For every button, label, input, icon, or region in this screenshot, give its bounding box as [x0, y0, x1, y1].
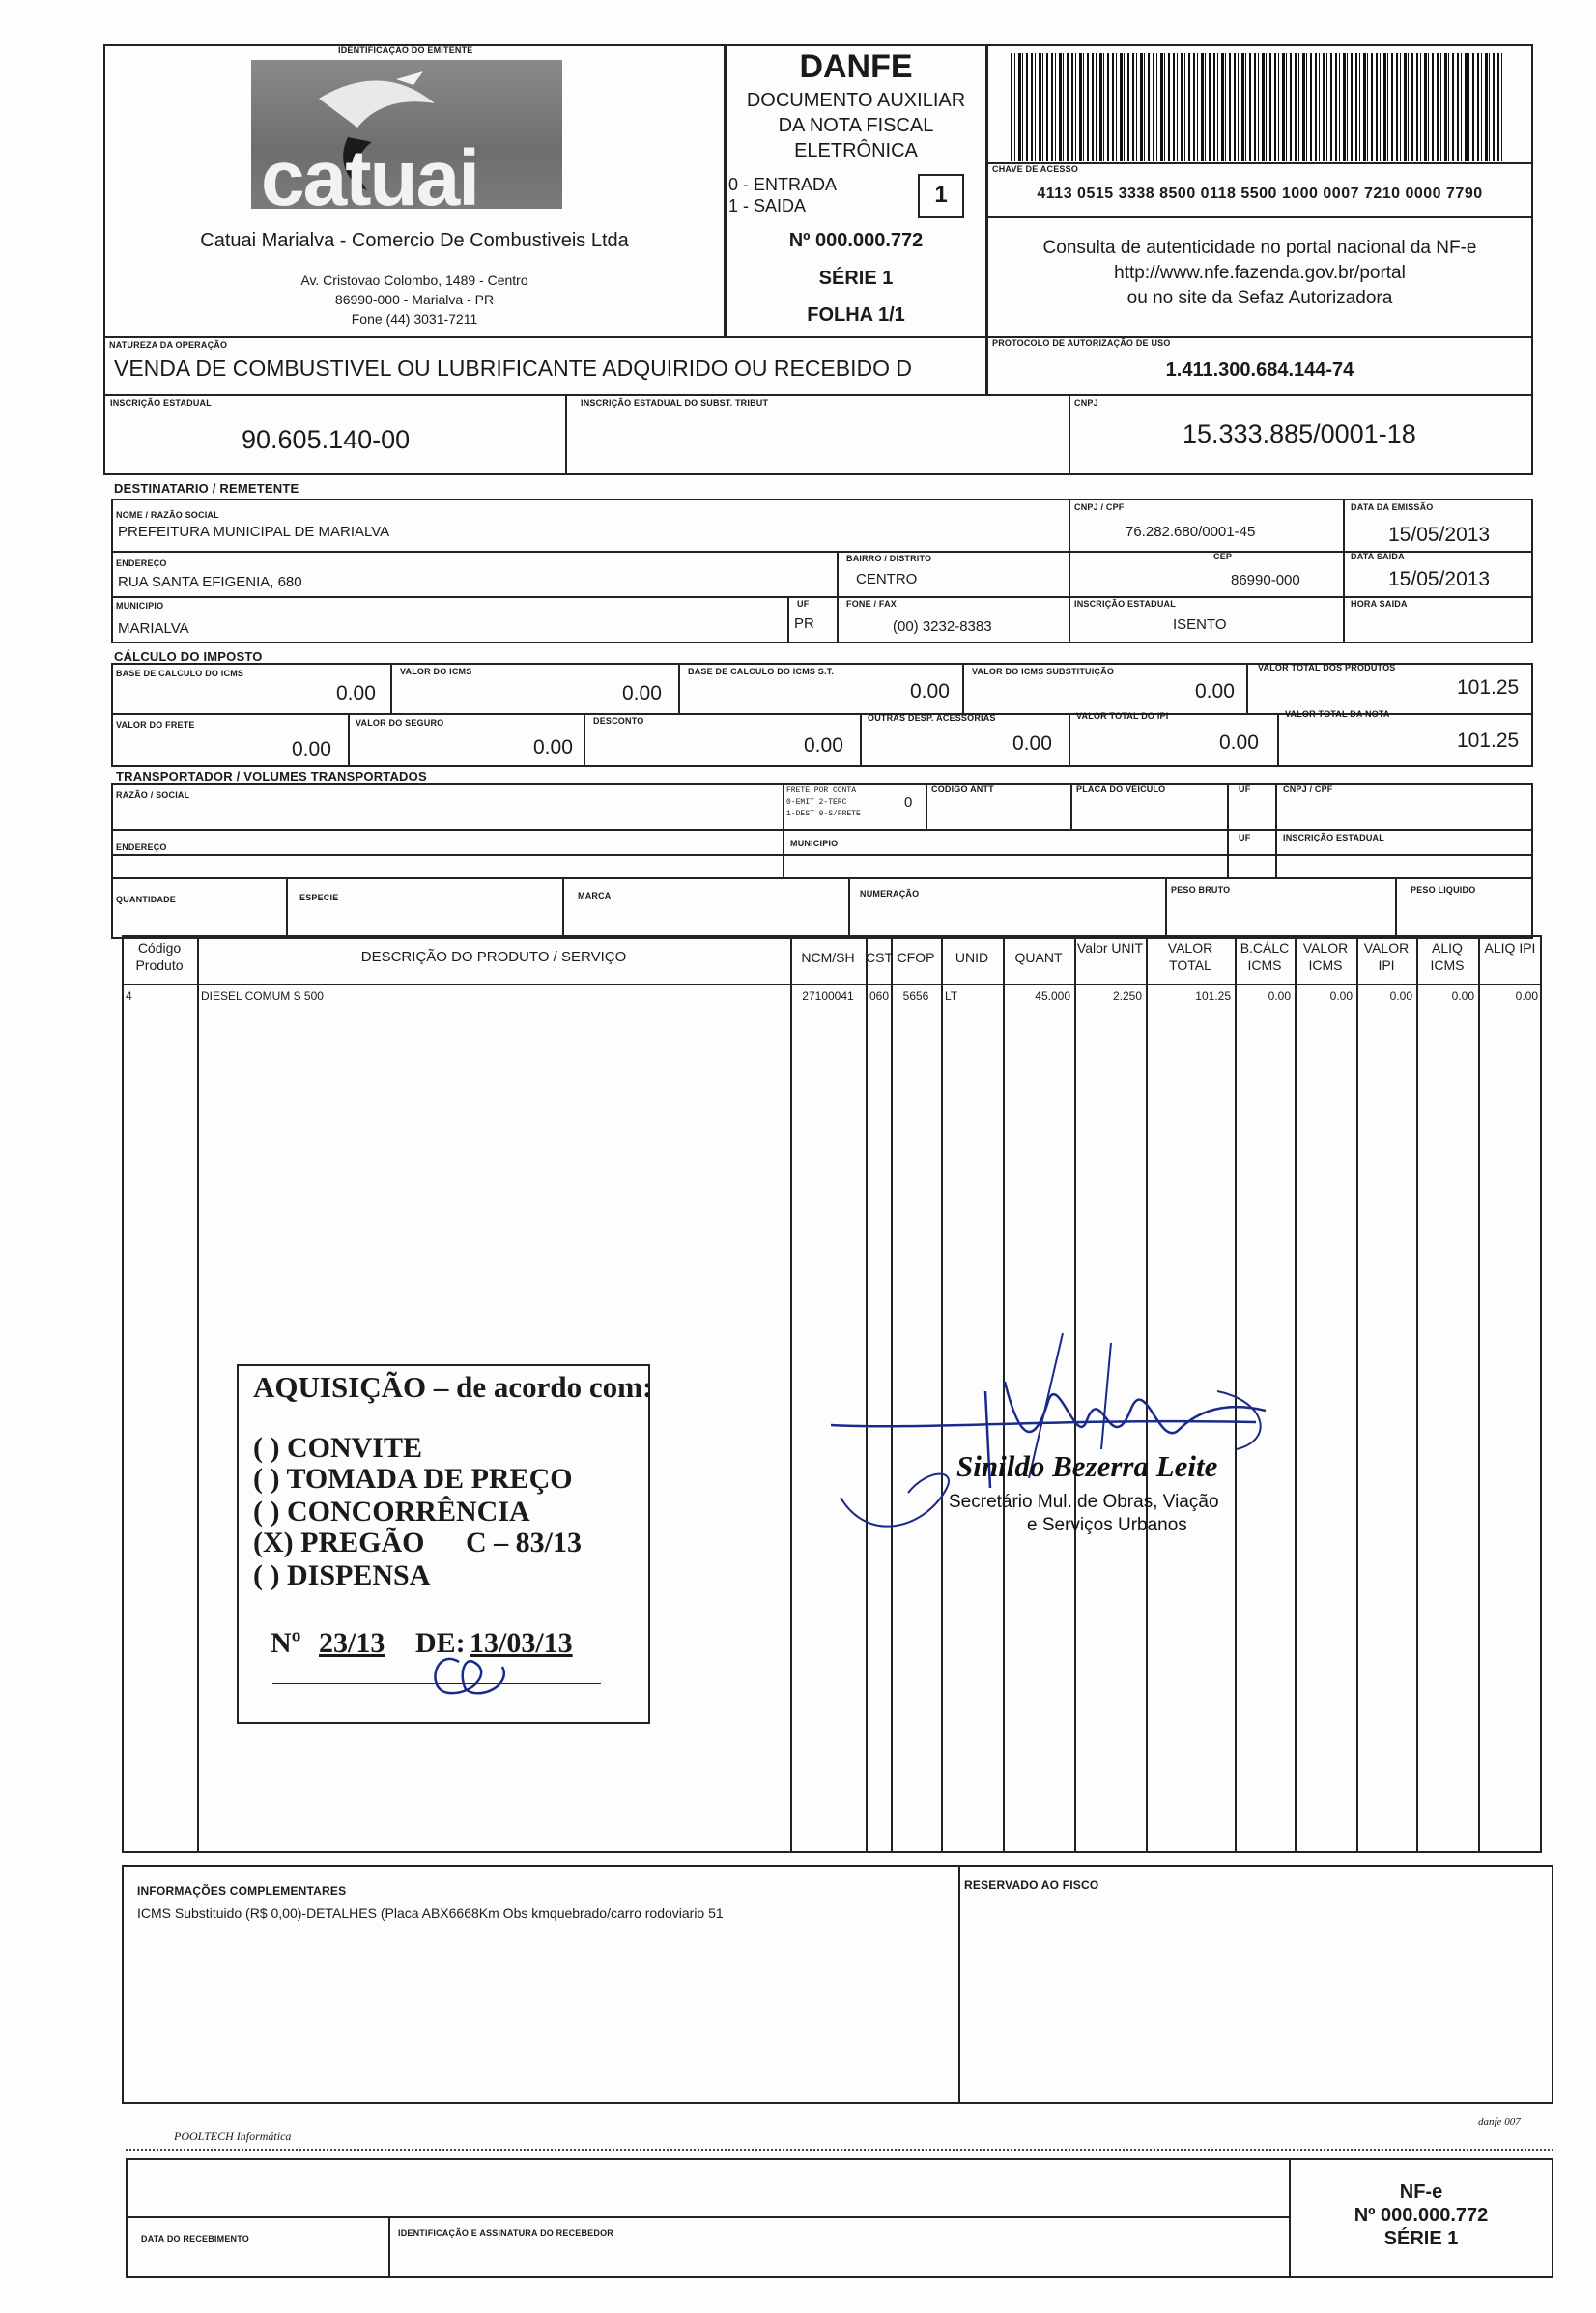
frete-label: VALOR DO FRETE [116, 720, 195, 729]
emitente-name: Catuai Marialva - Comercio De Combustiveis Ltda [200, 230, 629, 251]
transp-row-line-2 [111, 854, 1533, 856]
data-recebimento-label: DATA DO RECEBIMENTO [141, 2234, 249, 2243]
produtos-header-cell: CFOP [897, 950, 935, 965]
danfe-saida: 1 - SAIDA [728, 196, 807, 215]
produtos-column-divider [1416, 935, 1418, 1853]
dest-row-line-1 [111, 551, 1533, 553]
seguro-label: VALOR DO SEGURO [356, 718, 444, 728]
company-logo [251, 60, 562, 209]
logo-text: catuai [261, 134, 478, 209]
ie-label: INSCRIÇÃO ESTADUAL [110, 398, 212, 408]
danfe-entrada: 0 - ENTRADA [728, 175, 838, 194]
outras: 0.00 [1012, 732, 1052, 755]
transp-endereco-label: ENDEREÇO [116, 842, 167, 852]
vol-v2 [562, 877, 564, 939]
emitente-address-1: Av. Cristovao Colombo, 1489 - Centro [300, 272, 528, 288]
dest-bairro: CENTRO [856, 571, 918, 587]
danfe-serie: SÉRIE 1 [818, 268, 894, 289]
barcode [1011, 53, 1503, 161]
vol-v1 [286, 877, 288, 939]
produtos-header-line [122, 984, 1542, 985]
produtos-header-cell: Valor UNIT [1076, 940, 1144, 956]
danfe-subtitle-3: ELETRÔNICA [794, 140, 918, 161]
transp-municipio-label: MUNICIPIO [790, 839, 839, 848]
transp-razao-label: RAZÃO / SOCIAL [116, 790, 190, 800]
valor-st: 0.00 [1195, 680, 1235, 702]
total-nota: 101.25 [1457, 729, 1520, 752]
produtos-header-cell: VALOR IPI [1363, 940, 1410, 973]
volumes-box [111, 877, 1533, 939]
dest-ie: ISENTO [1173, 616, 1227, 633]
dest-uf: PR [794, 615, 814, 632]
dest-bairro-label: BAIRRO / DISTRITO [846, 554, 932, 563]
software-credit: POOLTECH Informática [174, 2129, 292, 2143]
produtos-header-cell: NCM/SH [801, 950, 855, 965]
danfe-subtitle-2: DA NOTA FISCAL [778, 115, 934, 136]
transp-ie-label: INSCRIÇÃO ESTADUAL [1283, 833, 1384, 842]
stamp-dispensa: ( ) DISPENSA [253, 1559, 431, 1591]
dest-cnpj: 76.282.680/0001-45 [1126, 524, 1256, 540]
produtos-header-cell: VALOR TOTAL [1167, 940, 1213, 973]
imp-v4 [1246, 663, 1248, 713]
dest-fone: (00) 3232-8383 [893, 618, 992, 635]
danfe-title: DANFE [799, 48, 913, 85]
produtos-header-cell: ALIQ IPI [1484, 940, 1536, 956]
danfe-numero: Nº 000.000.772 [788, 230, 924, 251]
stamp-data-label: DE: [415, 1627, 466, 1659]
produtos-row-cell: 060 [869, 989, 890, 1003]
outras-label: OUTRAS DESP. ACESSORIAS [868, 713, 996, 723]
ipi: 0.00 [1219, 731, 1259, 754]
dest-row-line-2 [111, 596, 1533, 598]
emitente-label: IDENTIFICAÇÃO DO EMITENTE [338, 45, 473, 55]
imp-v3 [962, 663, 964, 713]
protocolo-value: 1.411.300.684.144-74 [1165, 359, 1354, 381]
ie-divider-1 [565, 394, 567, 475]
peso-liquido-label: PESO LIQUIDO [1411, 885, 1476, 895]
produtos-header-cell: Código Produto [135, 940, 184, 973]
transp-uf-label: UF [1239, 785, 1251, 794]
produtos-header-cell: VALOR ICMS [1302, 940, 1349, 973]
dest-saida-label: DATA SAIDA [1351, 552, 1405, 561]
produtos-column-divider [790, 935, 792, 1853]
dest-uf-label: UF [797, 599, 810, 609]
recebimento-row-line [126, 2216, 1291, 2218]
produtos-row-cell: 5656 [902, 989, 929, 1003]
destinatario-section: DESTINATARIO / REMETENTE [114, 481, 299, 496]
imp-v7 [860, 713, 862, 767]
dest-ie-label: INSCRIÇÃO ESTADUAL [1074, 599, 1176, 609]
emitente-phone: Fone (44) 3031-7211 [351, 311, 478, 327]
natureza-label: NATUREZA DA OPERAÇÃO [109, 340, 228, 350]
transp-v5 [1275, 783, 1277, 879]
stamp-data: 13/03/13 [470, 1627, 573, 1659]
destinatario-box [111, 499, 1533, 643]
produtos-row-cell: DIESEL COMUM S 500 [201, 989, 324, 1003]
transp-cnpj-label: CNPJ / CPF [1283, 785, 1333, 794]
stamp-title: AQUISIÇÃO – de acordo com: [253, 1370, 653, 1404]
produtos-row-cell: 0.00 [1389, 989, 1412, 1003]
consulta-line-3: ou no site da Sefaz Autorizadora [1126, 288, 1393, 308]
vol-v5 [1395, 877, 1397, 939]
signature-role-2: e Serviços Urbanos [1027, 1515, 1187, 1535]
base-icms: 0.00 [336, 682, 376, 704]
ipi-label: VALOR TOTAL DO IPI [1076, 711, 1169, 721]
dest-vline-uf [787, 596, 789, 643]
stamp-convite: ( ) CONVITE [253, 1432, 423, 1464]
dest-vline-cnpj [1069, 499, 1070, 643]
produtos-header-cell: DESCRIÇÃO DO PRODUTO / SERVIÇO [360, 949, 627, 965]
complementares-text: ICMS Substituido (R$ 0,00)-DETALHES (Placa ABX6668Km Obs kmquebrado/carro rodoviario 51 [137, 1905, 724, 1921]
imp-v9 [1277, 713, 1279, 767]
numeracao-label: NUMERAÇÃO [860, 889, 920, 899]
chave-acesso: 4113 0515 3338 8500 0118 5500 1000 0007 7210 0000 7790 [1037, 186, 1483, 202]
especie-label: ESPECIE [299, 893, 339, 902]
produtos-row-cell: 0.00 [1268, 989, 1291, 1003]
stamp-pregao-code: C – 83/13 [466, 1527, 582, 1558]
stamp-tomada: ( ) TOMADA DE PREÇO [253, 1463, 573, 1495]
ie-st-label: INSCRIÇÃO ESTADUAL DO SUBST. TRIBUT [581, 398, 769, 408]
produtos-row-cell: 2.250 [1112, 989, 1142, 1003]
produtos-row-cell: 27100041 [802, 989, 854, 1003]
signature-role-1: Secretário Mul. de Obras, Viação [949, 1492, 1219, 1512]
dest-endereco: RUA SANTA EFIGENIA, 680 [118, 574, 302, 590]
stamp-initials-icon [406, 1633, 522, 1710]
dest-nome: PREFEITURA MUNICIPAL DE MARIALVA [118, 524, 390, 540]
dest-nome-label: NOME / RAZÃO SOCIAL [116, 510, 219, 520]
frete-conta-3: 1-DEST 9-S/FRETE [786, 810, 861, 818]
quantidade-label: QUANTIDADE [116, 895, 176, 904]
recebimento-divider [388, 2216, 390, 2278]
consulta-line-2: http://www.nfe.fazenda.gov.br/portal [1114, 263, 1406, 283]
ie-value: 90.605.140-00 [242, 425, 411, 454]
valor-icms-label: VALOR DO ICMS [400, 667, 472, 676]
dest-vline-fone [837, 596, 839, 643]
transp-v3 [1070, 783, 1072, 829]
base-st: 0.00 [910, 680, 950, 702]
frete-conta-1: FRETE POR CONTA [786, 786, 857, 795]
nfe-numero: Nº 000.000.772 [1354, 2205, 1489, 2226]
produtos-row-cell: 0.00 [1451, 989, 1474, 1003]
dest-endereco-label: ENDEREÇO [116, 558, 167, 568]
valor-icms: 0.00 [622, 682, 662, 704]
dest-emissao-label: DATA DA EMISSÃO [1351, 502, 1434, 512]
dest-hora-label: HORA SAIDA [1351, 599, 1408, 609]
protocolo-label: PROTOCOLO DE AUTORIZAÇÃO DE USO [992, 338, 1171, 348]
chave-label: CHAVE DE ACESSO [992, 164, 1079, 174]
dest-fone-label: FONE / FAX [846, 599, 898, 609]
base-icms-label: BASE DE CALCULO DO ICMS [116, 669, 244, 678]
fisco-box [958, 1865, 1553, 2104]
produtos-row-cell: 4 [126, 989, 132, 1003]
valor-st-label: VALOR DO ICMS SUBSTITUIÇÃO [972, 667, 1115, 676]
desconto-label: DESCONTO [593, 716, 644, 726]
imp-v1 [390, 663, 392, 713]
marca-label: MARCA [578, 891, 612, 900]
dest-municipio: MARIALVA [118, 620, 189, 637]
total-produtos-label: VALOR TOTAL DOS PRODUTOS [1258, 663, 1396, 672]
produtos-header-cell: UNID [955, 950, 989, 965]
fisco-label: RESERVADO AO FISCO [964, 1878, 1099, 1892]
ident-recebedor-label: IDENTIFICAÇÃO E ASSINATURA DO RECEBEDOR [398, 2228, 613, 2238]
produtos-column-divider [1478, 935, 1480, 1853]
imp-v8 [1069, 713, 1070, 767]
danfe-folha: FOLHA 1/1 [807, 304, 905, 326]
produtos-row-cell: LT [945, 989, 958, 1003]
vol-v4 [1165, 877, 1167, 939]
base-st-label: BASE DE CALCULO DO ICMS S.T. [688, 667, 835, 676]
nfe-title: NF-e [1399, 2182, 1443, 2203]
dest-municipio-label: MUNICIPIO [116, 601, 164, 611]
peso-bruto-label: PESO BRUTO [1171, 885, 1231, 895]
vol-v3 [848, 877, 850, 939]
produtos-row-cell: 45.000 [1035, 989, 1070, 1003]
danfe-subtitle-1: DOCUMENTO AUXILIAR [746, 90, 966, 111]
imp-v6 [584, 713, 585, 767]
dest-emissao: 15/05/2013 [1388, 524, 1491, 546]
transp-v2 [926, 783, 927, 829]
stamp-pregao: (X) PREGÃO [253, 1527, 425, 1558]
transp-row-line-1 [111, 829, 1533, 831]
frete-conta-valor: 0 [904, 794, 913, 811]
produtos-column-divider [197, 935, 199, 1853]
complementares-label: INFORMAÇÕES COMPLEMENTARES [137, 1884, 347, 1898]
dest-cnpj-label: CNPJ / CPF [1074, 502, 1125, 512]
form-code: danfe 007 [1478, 2116, 1521, 2127]
imp-v2 [678, 663, 680, 713]
produtos-header-cell: QUANT [1014, 950, 1063, 965]
stamp-numero: 23/13 [319, 1627, 385, 1659]
ie-divider-2 [1069, 394, 1070, 475]
imp-v5 [348, 713, 350, 767]
dest-cep: 86990-000 [1231, 572, 1300, 588]
transportador-section: TRANSPORTADOR / VOLUMES TRANSPORTADOS [116, 769, 427, 784]
nfe-serie: SÉRIE 1 [1383, 2228, 1459, 2249]
danfe-tipo: 1 [934, 182, 948, 208]
produtos-header-cell: CST [866, 950, 893, 965]
produtos-row-cell: 0.00 [1329, 989, 1353, 1003]
complementares-box [122, 1865, 960, 2104]
stamp-numero-label: Nº [271, 1627, 301, 1659]
natureza-value: VENDA DE COMBUSTIVEL OU LUBRIFICANTE ADQUIRIDO OU RECEBIDO D [114, 356, 913, 381]
produtos-column-divider [1356, 935, 1358, 1853]
desconto: 0.00 [804, 734, 843, 757]
dest-saida: 15/05/2013 [1388, 568, 1491, 590]
consulta-line-1: Consulta de autenticidade no portal nacional da NF-e [1042, 238, 1477, 258]
transp-v1 [783, 783, 784, 879]
cnpj-label: CNPJ [1074, 398, 1098, 408]
produtos-header-cell: ALIQ ICMS [1430, 940, 1465, 973]
frete-conta-2: 0-EMIT 2-TERC [786, 798, 847, 807]
dest-cep-label: CEP [1213, 552, 1233, 561]
transportador-box [111, 783, 1533, 879]
produtos-row-cell: 101.25 [1195, 989, 1231, 1003]
antt-label: CODIGO ANTT [931, 785, 994, 794]
frete: 0.00 [292, 738, 331, 760]
transp-uf2-label: UF [1239, 833, 1251, 842]
transp-v4 [1227, 783, 1229, 879]
dest-vline-date [1343, 499, 1345, 643]
stamp-concorrencia: ( ) CONCORRÊNCIA [253, 1496, 530, 1528]
seguro: 0.00 [533, 736, 573, 758]
imposto-section: CÁLCULO DO IMPOSTO [114, 649, 263, 664]
signature-name: Sinildo Bezerra Leite [956, 1449, 1218, 1483]
chave-divider-bottom [986, 216, 1533, 218]
cut-line [126, 2149, 1553, 2151]
dest-vline-bairro [837, 551, 839, 596]
produtos-header-cell: B.CÁLC ICMS [1240, 940, 1290, 973]
emitente-address-2: 86990-000 - Marialva - PR [334, 292, 495, 307]
recebimento-box [126, 2158, 1291, 2278]
total-nota-label: VALOR TOTAL DA NOTA [1285, 709, 1390, 719]
total-produtos: 101.25 [1457, 676, 1520, 699]
placa-label: PLACA DO VEICULO [1076, 785, 1166, 794]
cnpj-value: 15.333.885/0001-18 [1183, 419, 1416, 448]
produtos-row-cell: 0.00 [1515, 989, 1538, 1003]
